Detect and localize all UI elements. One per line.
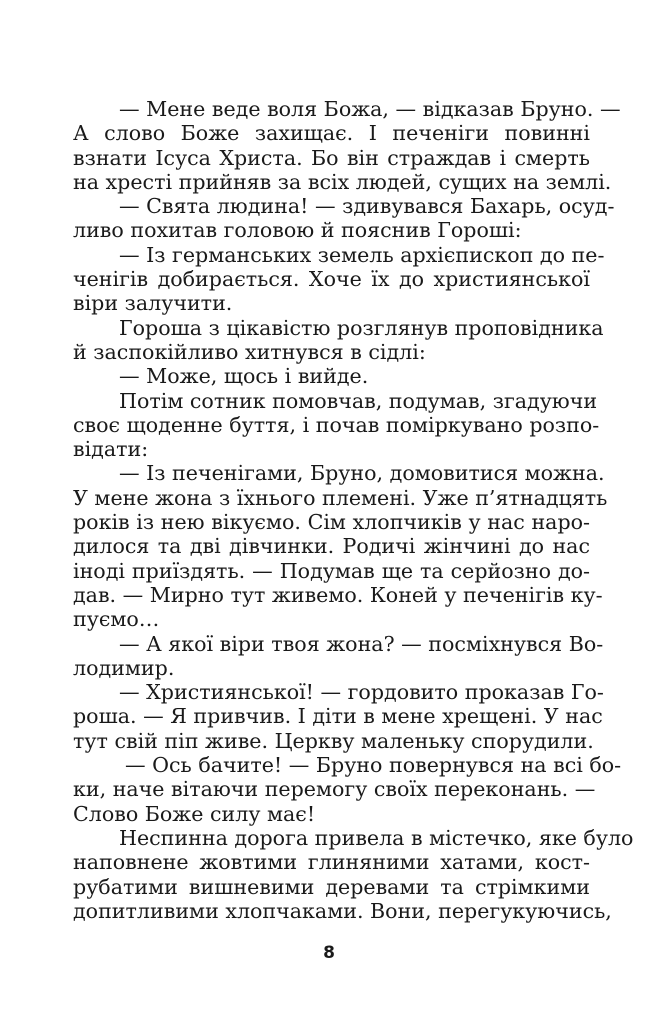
- text-line: Неспинна дорога привела в містечко, яке було: [119, 825, 634, 850]
- text-line: пуємо…: [73, 607, 160, 632]
- text-line: на хресті прийняв за всіх людей, сущих на землі.: [73, 169, 612, 194]
- text-line: — Ось бачите! — Бруно повернувся на всі бо-: [125, 753, 622, 778]
- text-line: — Із печенігами, Бруно, домовитися можна.: [119, 461, 605, 486]
- text-line: ливо похитав головою й пояснив Гороші:: [73, 218, 522, 243]
- text-line: ченігів добирається. Хоче їх до християнської: [73, 267, 590, 292]
- text-line: — Свята людина! — здивувався Бахарь, осуд-: [119, 194, 615, 219]
- text-line: тут свій піп живе. Церкву маленьку спорудили.: [73, 728, 594, 753]
- text-line: У мене жона з їхнього племені. Уже п’ятнадцять: [73, 485, 608, 510]
- text-line: — Може, щось і вийде.: [119, 364, 369, 389]
- text-line: іноді приїздять. — Подумав ще та серйозно до-: [73, 558, 590, 583]
- text-line: допитливими хлопчаками. Вони, перегукуючись,: [73, 898, 612, 923]
- body-text: [73, 97, 634, 923]
- text-line: взнати Ісуса Христа. Бо він страждав і смерть: [73, 145, 590, 170]
- text-line: наповнене жовтими глиняними хатами, кост-: [73, 850, 590, 875]
- text-line: — А якої віри твоя жона? — посміхнувся Во-: [119, 631, 604, 656]
- text-line: й заспокійливо хитнувся в сідлі:: [73, 339, 426, 364]
- text-line: роша. — Я привчив. І діти в мене хрещені. У нас: [73, 704, 603, 729]
- text-line: відати:: [73, 437, 149, 462]
- text-line: ки, наче вітаючи перемогу своїх переконань. —: [73, 777, 596, 802]
- text-line: дав. — Мирно тут живемо. Коней у печенігів ку-: [73, 582, 603, 607]
- text-line: — Християнської! — гордовито проказав Го-: [119, 680, 604, 705]
- text-line: Слово Боже силу має!: [73, 801, 316, 826]
- text-line: років із нею вікуємо. Сім хлопчиків у нас наро-: [73, 510, 590, 535]
- text-line: — Із германських земель архієпископ до пе-: [119, 242, 605, 267]
- text-line: своє щоденне буття, і почав поміркувано розпо-: [73, 412, 600, 437]
- text-line: А слово Боже захищає. І печеніги повинні: [73, 121, 590, 146]
- text-line: рубатими вишневими деревами та стрімкими: [73, 874, 590, 899]
- text-line: віри залучити.: [73, 291, 233, 316]
- text-line: — Мене веде воля Божа, — відказав Бруно. —: [119, 97, 621, 121]
- text-line: Потім сотник помовчав, подумав, згадуючи: [119, 388, 598, 413]
- text-line: лодимир.: [73, 655, 175, 680]
- text-line: дилося та дві дівчинки. Родичі жінчині до нас: [73, 534, 590, 559]
- text-line: Гороша з цікавістю розглянув проповідника: [119, 315, 604, 340]
- page-number: 8: [323, 943, 335, 963]
